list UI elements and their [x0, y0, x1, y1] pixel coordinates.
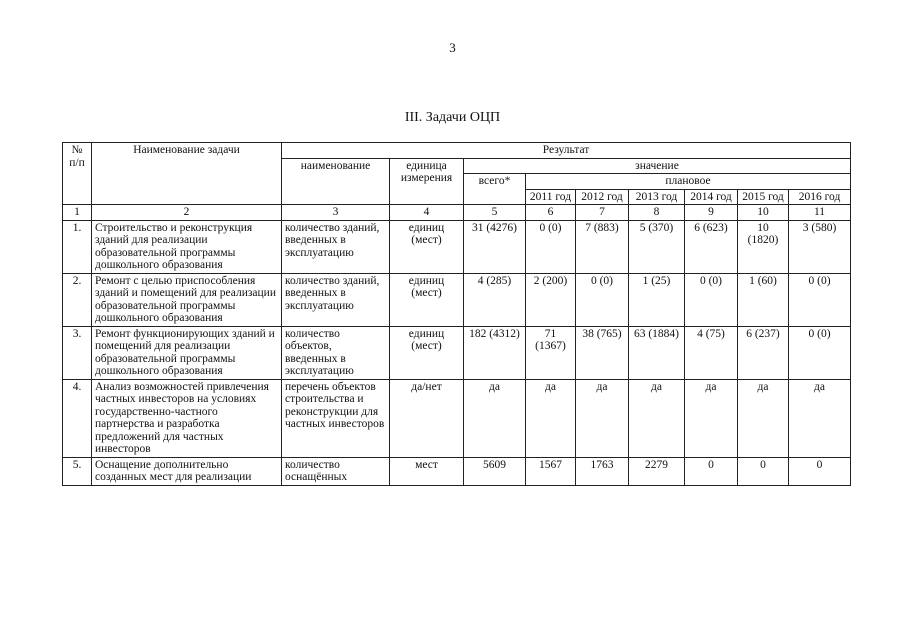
value-cell: 63 (1884)	[629, 326, 685, 379]
section-title: III. Задачи ОЦП	[404, 110, 501, 125]
value-cell: 1 (60)	[738, 273, 789, 326]
value-cell: 6 (623)	[685, 220, 738, 273]
header-num: № п/п	[63, 143, 92, 205]
value-cell: 0	[738, 457, 789, 485]
row-number: 5.	[63, 457, 92, 485]
unit-cell: единиц (мест)	[390, 220, 464, 273]
header-year: 2012 год	[576, 189, 629, 205]
table-row	[63, 457, 851, 485]
column-numbers-row	[63, 205, 851, 221]
result-name: перечень объектов строительства и реконструкции для частных инвесторов	[282, 379, 390, 457]
value-cell: да	[789, 379, 851, 457]
header-year: 2016 год	[789, 189, 851, 205]
value-cell: 2279	[629, 457, 685, 485]
value-cell: да	[685, 379, 738, 457]
value-cell: 10 (1820)	[738, 220, 789, 273]
result-name: количество оснащённых	[282, 457, 390, 485]
task-name: Ремонт функционирующих зданий и помещений для реализации образовательной программы дошкольного образования	[92, 326, 282, 379]
column-number: 2	[92, 205, 282, 221]
table-row	[63, 379, 851, 457]
value-cell: 7 (883)	[576, 220, 629, 273]
value-cell: 0 (0)	[526, 220, 576, 273]
header-row-1	[63, 143, 851, 159]
unit-cell: единиц (мест)	[390, 273, 464, 326]
value-cell: 4 (285)	[464, 273, 526, 326]
column-number: 5	[464, 205, 526, 221]
value-cell: 0 (0)	[789, 273, 851, 326]
column-number: 3	[282, 205, 390, 221]
row-number: 2.	[63, 273, 92, 326]
unit-cell: мест	[390, 457, 464, 485]
column-number: 1	[63, 205, 92, 221]
task-name: Строительство и реконструкция зданий для реализации образовательной программы дошкольного образования	[92, 220, 282, 273]
value-cell: 2 (200)	[526, 273, 576, 326]
value-cell: 6 (237)	[738, 326, 789, 379]
column-number: 6	[526, 205, 576, 221]
header-task: Наименование задачи	[92, 143, 282, 205]
value-cell: да	[738, 379, 789, 457]
header-year: 2015 год	[738, 189, 789, 205]
value-cell: 3 (580)	[789, 220, 851, 273]
value-cell: 0 (0)	[685, 273, 738, 326]
tasks-table	[62, 142, 851, 486]
value-cell: 0 (0)	[789, 326, 851, 379]
value-cell: 0	[685, 457, 738, 485]
result-name: количество объектов, введенных в эксплуатацию	[282, 326, 390, 379]
value-cell: 4 (75)	[685, 326, 738, 379]
column-number: 4	[390, 205, 464, 221]
value-cell: 182 (4312)	[464, 326, 526, 379]
value-cell: 5609	[464, 457, 526, 485]
header-name: наименование	[282, 158, 390, 205]
header-value: значение	[464, 158, 851, 174]
value-cell: 38 (765)	[576, 326, 629, 379]
header-year: 2013 год	[629, 189, 685, 205]
column-number: 8	[629, 205, 685, 221]
header-year: 2014 год	[685, 189, 738, 205]
task-name: Анализ возможностей привлечения частных инвесторов на условиях государственно-частного партнерства и разработка предложений для частных инвесторов	[92, 379, 282, 457]
row-number: 1.	[63, 220, 92, 273]
value-cell: 71 (1367)	[526, 326, 576, 379]
row-number: 4.	[63, 379, 92, 457]
unit-cell: да/нет	[390, 379, 464, 457]
value-cell: да	[629, 379, 685, 457]
header-planned: плановое	[526, 174, 851, 190]
table-row	[63, 273, 851, 326]
header-year: 2011 год	[526, 189, 576, 205]
unit-cell: единиц (мест)	[390, 326, 464, 379]
value-cell: 1567	[526, 457, 576, 485]
table-row	[63, 326, 851, 379]
value-cell: да	[576, 379, 629, 457]
result-name: количество зданий, введенных в эксплуатацию	[282, 220, 390, 273]
task-name: Ремонт с целью приспособления зданий и помещений для реализации образовательной программы дошкольного образования	[92, 273, 282, 326]
header-unit: единица измерения	[390, 158, 464, 205]
row-number: 3.	[63, 326, 92, 379]
column-number: 7	[576, 205, 629, 221]
task-name: Оснащение дополнительно созданных мест для реализации	[92, 457, 282, 485]
value-cell: 0	[789, 457, 851, 485]
table-row	[63, 220, 851, 273]
value-cell: 1 (25)	[629, 273, 685, 326]
value-cell: да	[464, 379, 526, 457]
value-cell: 0 (0)	[576, 273, 629, 326]
page-number: 3	[449, 40, 456, 55]
value-cell: да	[526, 379, 576, 457]
column-number: 10	[738, 205, 789, 221]
header-total: всего*	[464, 174, 526, 205]
column-number: 11	[789, 205, 851, 221]
value-cell: 31 (4276)	[464, 220, 526, 273]
header-result: Результат	[282, 143, 851, 159]
value-cell: 5 (370)	[629, 220, 685, 273]
result-name: количество зданий, введенных в эксплуатацию	[282, 273, 390, 326]
column-number: 9	[685, 205, 738, 221]
value-cell: 1763	[576, 457, 629, 485]
